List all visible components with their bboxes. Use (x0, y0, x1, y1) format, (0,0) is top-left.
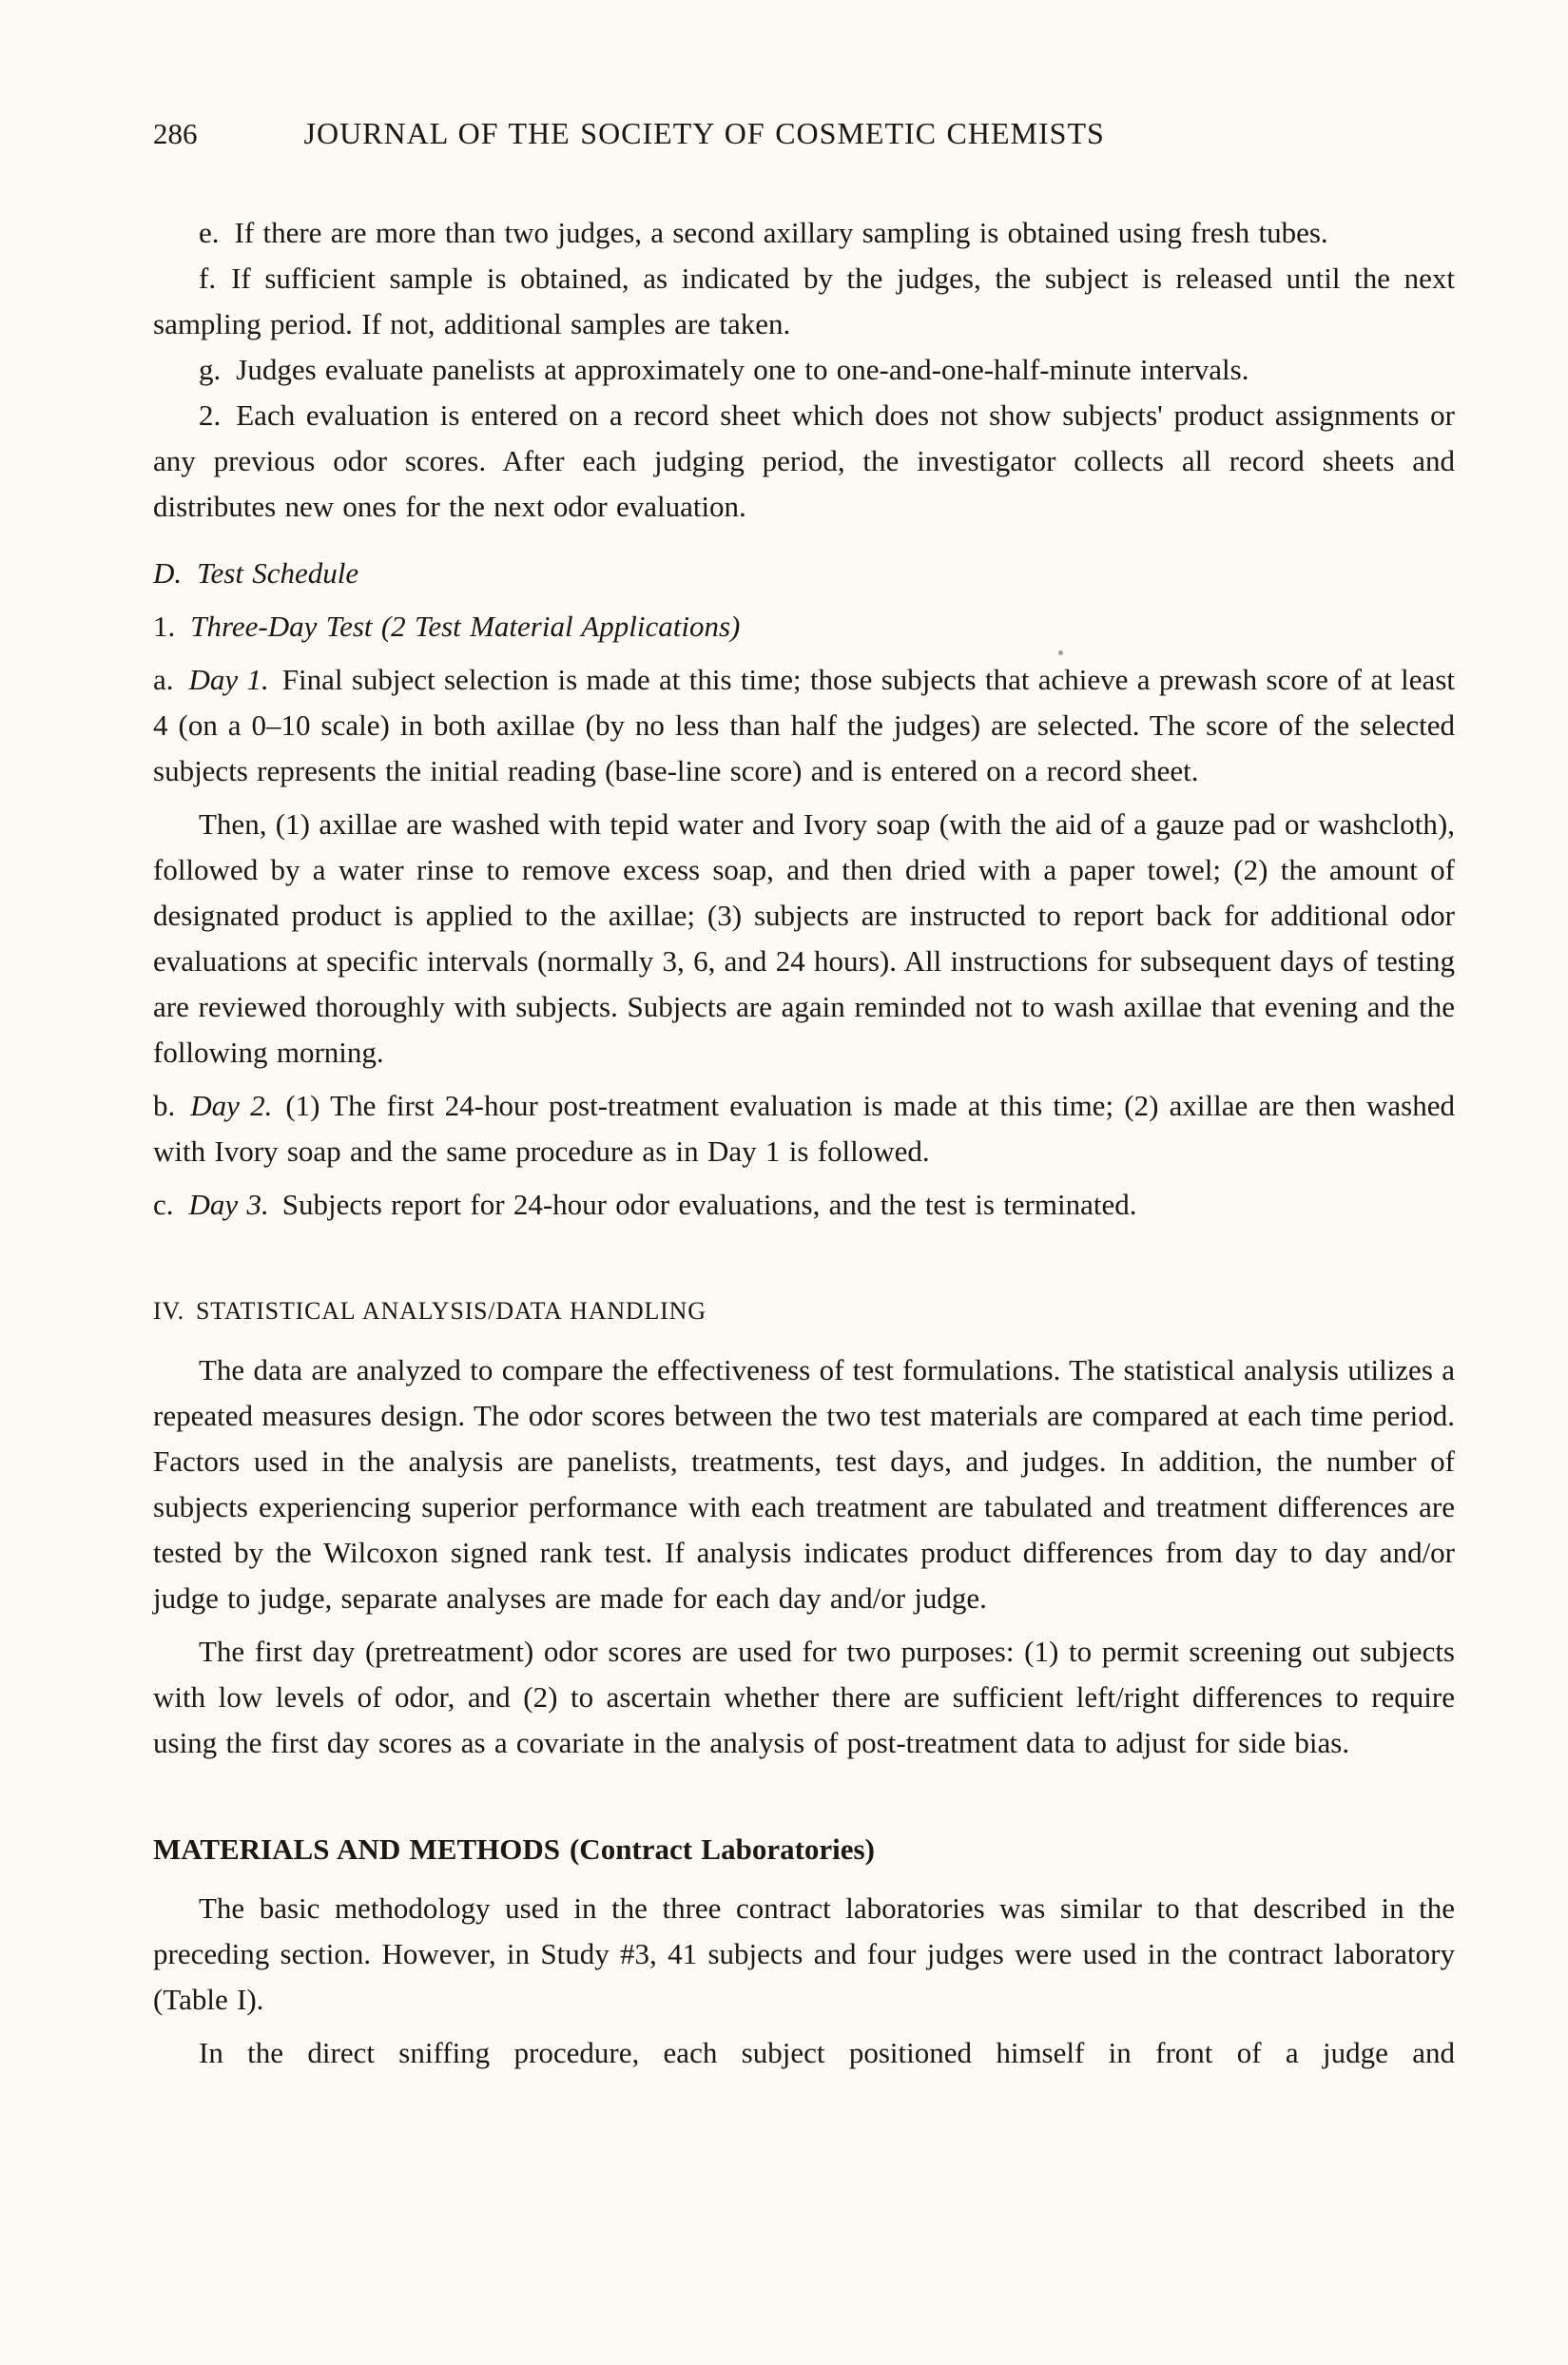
item-marker-g: g. (199, 353, 222, 386)
heading-three-day-test (153, 604, 1455, 649)
paragraph-text-day-2: (1) The first 24-hour post-treatment evaluation is made at this time; (2) axillae are then washed with Ivory soap and the same procedure as in Day 1 is followed. (153, 1089, 1455, 1168)
paragraph-text-day-1-procedure: Then, (1) axillae are washed with tepid water and Ivory soap (with the aid of a gauze pad or washcloth), followed by a water rinse to remove excess soap, and then dried with a paper towel; (2) the amount of designated product is applied to the axillae; (3) subjects are instructed to report back for additional odor evaluations at specific intervals (normally 3, 6, and 24 hours). All instructions for subsequent days of testing are reviewed thoroughly with subjects. Subjects are again reminded not to wash axillae that evening and the following morning. (153, 807, 1455, 1069)
page-number: 286 (153, 117, 198, 150)
heading-materials-and-methods (153, 1827, 1455, 1872)
paragraph-statistics-1 (153, 1347, 1455, 1621)
item-marker-c: c. (153, 1188, 174, 1221)
heading-test-schedule (153, 551, 1455, 596)
paragraph-text-statistics-1: The data are analyzed to compare the effectiveness of test formulations. The statistical analysis utilizes a repeated measures design. The odor scores between the two test materials are compared at each time period. Factors used in the analysis are panelists, treatments, test days, and judges. In addition, the number of subjects experiencing superior performance with each treatment are tabulated and treatment differences are tested by the Wilcoxon signed rank test. If analysis indicates product differences from day to day and/or judge to judge, separate analyses are made for each day and/or judge. (153, 1353, 1455, 1615)
paragraph-materials-1 (153, 1886, 1455, 2023)
list-item-g (153, 347, 1455, 393)
heading-marker-d: D. (153, 556, 183, 590)
item-marker-2: 2. (199, 398, 222, 432)
paragraph-text-day-3: Subjects report for 24-hour odor evaluations, and the test is terminated. (281, 1188, 1137, 1221)
item-text-g: Judges evaluate panelists at approximately one to one-and-one-half-minute intervals. (236, 353, 1249, 386)
paragraph-text-materials-2: In the direct sniffing procedure, each subject positioned himself in front of a judge and (199, 2036, 1455, 2069)
list-item-f (153, 256, 1455, 347)
scan-artifact-dot (1058, 650, 1063, 655)
heading-subtitle-contract-laboratories: (Contract Laboratories) (569, 1832, 875, 1866)
item-text-f: If sufficient sample is obtained, as indicated by the judges, the subject is released until the next sampling period. If not, additional samples are taken. (153, 262, 1455, 340)
paragraph-day-2 (153, 1083, 1455, 1174)
section-number-iv: IV. (153, 1297, 184, 1325)
paragraph-day-3 (153, 1182, 1455, 1228)
item-marker-a: a. (153, 663, 174, 696)
page-header (153, 110, 1455, 157)
paragraph-statistics-2 (153, 1629, 1455, 1766)
heading-text-materials: MATERIALS AND METHODS (153, 1832, 560, 1866)
paragraph-day-1-procedure (153, 802, 1455, 1076)
journal-title: JOURNAL OF THE SOCIETY OF COSMETIC CHEMISTS (303, 116, 1105, 150)
paragraph-text-materials-1: The basic methodology used in the three contract laboratories was similar to that described in the preceding section. However, in Study #3, 41 subjects and four judges were used in the contract laboratory (Table I). (153, 1891, 1455, 2016)
item-marker-f: f. (199, 262, 217, 295)
paragraph-day-1 (153, 657, 1455, 794)
paragraph-materials-2 (153, 2030, 1455, 2076)
paragraph-text-statistics-2: The first day (pretreatment) odor scores are used for two purposes: (1) to permit screening out subjects with low levels of odor, and (2) to ascertain whether there are sufficient left/right differences to require using the first day scores as a covariate in the analysis of post-treatment data to adjust for side bias. (153, 1635, 1455, 1759)
day-2-label: Day 2. (190, 1089, 273, 1122)
item-text-e: If there are more than two judges, a second axillary sampling is obtained using fresh tubes. (234, 216, 1328, 249)
list-item-2 (153, 393, 1455, 530)
item-marker-e: e. (199, 216, 220, 249)
heading-text-test-schedule: Test Schedule (197, 556, 359, 590)
item-marker-b: b. (153, 1089, 176, 1122)
item-text-2: Each evaluation is entered on a record sheet which does not show subjects' product assignments or any previous odor scores. After each judging period, the investigator collects all record sheets and distributes new ones for the next odor evaluation. (153, 398, 1455, 523)
paragraph-text-day-1: Final subject selection is made at this time; those subjects that achieve a prewash score of at least 4 (on a 0–10 scale) in both axillae (by no less than half the judges) are selected. The score of the selected subjects represents the initial reading (base-line score) and is entered on a record sheet. (153, 663, 1455, 787)
heading-text-statistical-analysis: STATISTICAL ANALYSIS/DATA HANDLING (195, 1297, 707, 1325)
heading-text-three-day-test: Three-Day Test (2 Test Material Applications) (190, 610, 741, 643)
day-3-label: Day 3. (188, 1188, 269, 1221)
heading-marker-1: 1. (153, 610, 176, 643)
list-item-e (153, 210, 1455, 256)
heading-statistical-analysis (153, 1289, 1455, 1334)
day-1-label: Day 1. (188, 663, 269, 696)
